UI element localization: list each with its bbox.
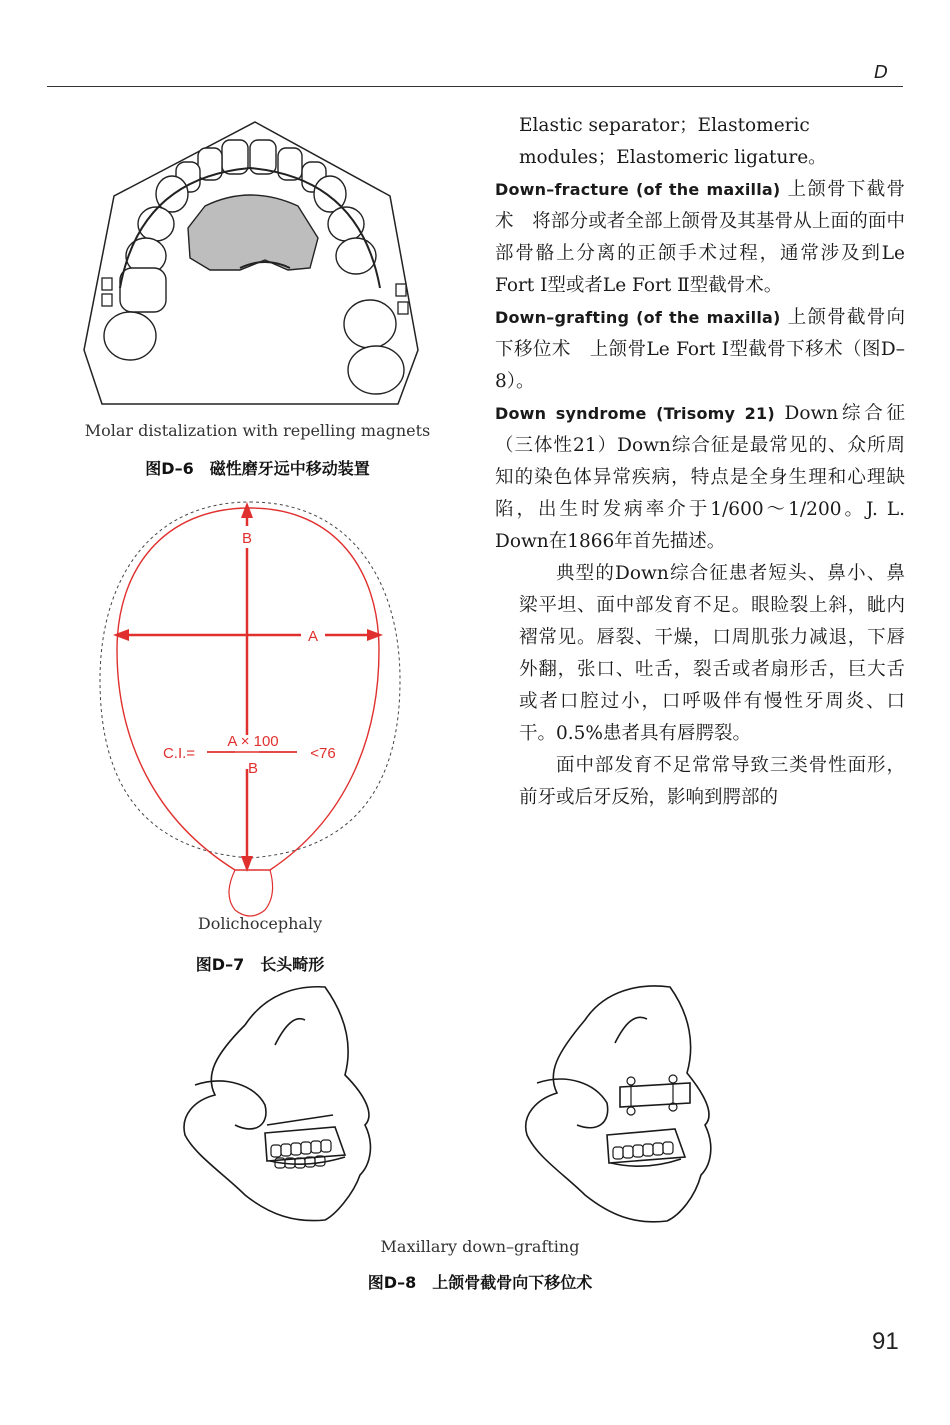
figure-d6-illustration bbox=[80, 118, 420, 408]
entry-body: Down综合征（三体性21）Down综合征是最常见的、众所周知的染色体异常疾病，特点是全身生理和心理缺陷，出生时发病率介于1/600～1/200。J. L. Down在1866年首先描述。 bbox=[495, 403, 905, 552]
figure-d8-caption-en: Maxillary down–grafting bbox=[380, 1237, 580, 1256]
ci-threshold: <76 bbox=[310, 745, 336, 762]
figure-d8-caption-zh: 图D–8 上颌骨截骨向下移位术 bbox=[367, 1273, 593, 1292]
continuation-text: Elastic separator；Elastomeric modules；Elastomeric ligature。 bbox=[519, 115, 827, 168]
label-a: A bbox=[307, 628, 319, 645]
ci-label: C.I.= bbox=[162, 745, 196, 762]
entry-down-grafting bbox=[495, 302, 905, 398]
figure-d7-caption-en: Dolichocephaly bbox=[197, 914, 323, 933]
entry-body: 上颌骨截骨向下移位术 上颌骨Le Fort Ⅰ型截骨下移术（图D–8）。 bbox=[495, 307, 905, 392]
header-rule bbox=[47, 86, 903, 87]
ci-numerator: A × 100 bbox=[227, 733, 279, 750]
entry-body: 上颌骨下截骨术 将部分或者全部上颌骨及其基骨从上面的面中部骨骼上分离的正颌手术过程，通常涉及到Le Fort Ⅰ型或者Le Fort Ⅱ型截骨术。 bbox=[495, 179, 905, 296]
text-column bbox=[495, 110, 905, 814]
figure-d7-caption-zh: 图D–7 长头畸形 bbox=[195, 955, 325, 974]
paragraph: 典型的Down综合征患者短头、鼻小、鼻梁平坦、面中部发育不足。眼睑裂上斜，眦内褶常见。唇裂、干燥，口周肌张力减退，下唇外翻，张口、吐舌，裂舌或者扇形舌，巨大舌或者口腔过小，口呼吸伴有慢性牙周炎、口干。0.5%患者具有唇腭裂。 bbox=[519, 563, 905, 744]
entry-down-syndrome bbox=[495, 398, 905, 558]
figure-d7-illustration bbox=[95, 490, 405, 920]
entry-head: Down–fracture (of the maxilla) bbox=[495, 180, 781, 199]
page-number: 91 bbox=[872, 1328, 899, 1355]
entry-head: Down syndrome (Trisomy 21) bbox=[495, 404, 775, 423]
section-letter: D bbox=[874, 62, 888, 83]
entry-down-fracture bbox=[495, 174, 905, 302]
label-b-top: B bbox=[241, 530, 253, 547]
figure-d8-illustration bbox=[175, 975, 775, 1265]
ci-denominator: B bbox=[247, 760, 259, 777]
entry-head: Down–grafting (of the maxilla) bbox=[495, 308, 781, 327]
figure-d6-caption-en: Molar distalization with repelling magnets bbox=[84, 421, 431, 440]
figure-d6-caption-zh: 图D–6 磁性磨牙远中移动装置 bbox=[145, 459, 370, 478]
paragraph: 面中部发育不足常常导致三类骨性面形，前牙或后牙反殆，影响到腭部的 bbox=[519, 755, 905, 808]
